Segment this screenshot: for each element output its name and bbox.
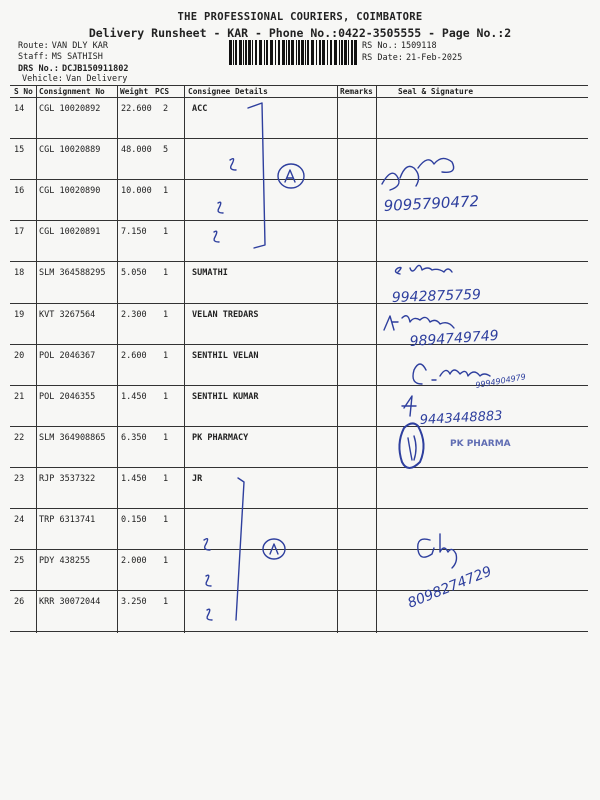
cell-consignment-no: CGL 10020889 (39, 145, 101, 156)
tick-mark-icon (214, 231, 219, 242)
cell-consignment-no: KRR 30072044 (39, 597, 101, 608)
cell-weight: 3.250 (121, 597, 147, 608)
vehicle-label: Vehicle: (22, 74, 63, 84)
col-header-sno: S No (14, 87, 33, 96)
cell-consignment-no: POL 2046367 (39, 350, 96, 361)
handwritten-phone: 9894749749 (409, 327, 500, 350)
pharmacy-stamp-icon (399, 423, 423, 468)
cell-sno: 19 (14, 309, 25, 320)
cell-weight: 2.000 (121, 556, 147, 567)
handwritten-signature-icon (395, 265, 452, 274)
brace-mark-icon (236, 478, 244, 620)
cell-consignment-no: KVT 3267564 (39, 309, 96, 320)
cell-sno: 15 (14, 145, 25, 156)
cell-consignment-no: RJP 3537322 (39, 473, 96, 484)
cell-sno: 23 (14, 473, 25, 484)
cell-pcs: 1 (163, 473, 169, 484)
cell-sno: 22 (14, 432, 25, 443)
stamp-text: PK PHARMA (450, 439, 511, 449)
cell-weight: 10.000 (121, 186, 152, 197)
tick-mark-icon (230, 159, 236, 170)
cell-weight: 2.300 (121, 309, 147, 320)
cell-weight: 22.600 (121, 104, 152, 114)
cell-consignee: SENTHIL VELAN (192, 350, 259, 361)
cell-consignment-no: CGL 10020891 (39, 227, 101, 238)
cell-weight: 0.150 (121, 515, 147, 525)
tick-mark-icon (207, 609, 212, 620)
cell-weight: 1.450 (121, 473, 147, 484)
col-header-consignment: Consignment No (39, 87, 105, 96)
handwritten-phone: 9994904979 (474, 372, 527, 390)
cell-sno: 21 (14, 391, 25, 402)
cell-pcs: 1 (163, 391, 169, 402)
cell-consignment-no: SLM 364908865 (39, 432, 106, 443)
cell-sno: 18 (14, 268, 25, 279)
cell-consignment-no: CGL 10020890 (39, 186, 101, 197)
drs-value: DCJB150911802 (61, 64, 129, 74)
route-label: Route: (18, 41, 49, 51)
cell-consignee: ACC (192, 104, 208, 114)
col-header-weight: Weight (120, 87, 149, 96)
handwritten-phone: 8098274729 (405, 563, 495, 612)
cell-weight: 5.050 (121, 268, 147, 279)
col-header-seal: Seal & Signature (398, 87, 474, 96)
circled-a-mark-icon (278, 164, 304, 188)
rs-no-label: RS No.: (362, 41, 398, 51)
handwritten-signature-icon (382, 158, 454, 190)
cell-pcs: 1 (163, 227, 169, 238)
cell-sno: 17 (14, 227, 25, 238)
cell-consignee: VELAN TREDARS (192, 309, 259, 320)
cell-consignee: SUMATHI (192, 268, 228, 279)
rs-date-value: 21-Feb-2025 (405, 53, 463, 63)
cell-pcs: 2 (163, 104, 169, 114)
cell-sno: 24 (14, 515, 25, 525)
cell-pcs: 5 (163, 145, 169, 156)
cell-weight: 1.450 (121, 391, 147, 402)
cell-consignment-no: POL 2046355 (39, 391, 96, 402)
cell-weight: 48.000 (121, 145, 152, 156)
handwritten-phone: 9095790472 (383, 192, 480, 215)
drs-label: DRS No.: (18, 64, 59, 74)
handwritten-signature-icon (402, 396, 416, 416)
staff-label: Staff: (18, 52, 49, 62)
cell-consignee: JR (192, 473, 203, 484)
cell-sno: 14 (14, 104, 25, 114)
cell-pcs: 1 (163, 309, 169, 320)
handwritten-signature-icon (384, 316, 454, 330)
cell-sno: 20 (14, 350, 25, 361)
cell-pcs: 1 (163, 186, 169, 197)
route-value: VAN DLY KAR (51, 41, 109, 51)
cell-consignment-no: TRP 6313741 (39, 515, 96, 525)
cell-consignee: PK PHARMACY (192, 432, 249, 443)
cell-consignment-no: PDY 438255 (39, 556, 91, 567)
cell-pcs: 1 (163, 268, 169, 279)
cell-pcs: 1 (163, 350, 169, 361)
cell-pcs: 1 (163, 556, 169, 567)
cell-sno: 25 (14, 556, 25, 567)
handwritten-phone: 9443448883 (419, 408, 503, 428)
cell-weight: 7.150 (121, 227, 147, 238)
rs-date-label: RS Date: (362, 53, 403, 63)
handwritten-signature-icon (418, 534, 457, 568)
col-header-consignee: Consignee Details (188, 87, 268, 96)
cell-pcs: 1 (163, 597, 169, 608)
circled-a-mark-icon (263, 539, 285, 559)
company-title: THE PROFESSIONAL COURIERS, COIMBATORE (177, 11, 423, 23)
cell-consignment-no: SLM 364588295 (39, 268, 106, 279)
cell-sno: 26 (14, 597, 25, 608)
cell-sno: 16 (14, 186, 25, 197)
cell-weight: 6.350 (121, 432, 147, 443)
vehicle-value: Van Delivery (65, 74, 128, 84)
runsheet-subtitle: Delivery Runsheet - KAR - Phone No.:0422-3505555 - Page No.:2 (88, 26, 512, 40)
cell-pcs: 1 (163, 432, 169, 443)
tick-mark-icon (206, 575, 211, 586)
tick-mark-icon (204, 539, 210, 550)
col-header-pcs: PCS (155, 87, 170, 96)
rs-no-value: 1509118 (400, 41, 437, 51)
cell-pcs: 1 (163, 515, 169, 525)
brace-mark-icon (248, 103, 265, 248)
cell-weight: 2.600 (121, 350, 147, 361)
tick-mark-icon (218, 202, 223, 213)
cell-consignment-no: CGL 10020892 (39, 104, 101, 114)
cell-consignee: SENTHIL KUMAR (192, 391, 259, 402)
staff-value: MS SATHISH (51, 52, 103, 62)
handwritten-phone: 9942875759 (391, 286, 482, 306)
col-header-remarks: Remarks (340, 87, 373, 96)
